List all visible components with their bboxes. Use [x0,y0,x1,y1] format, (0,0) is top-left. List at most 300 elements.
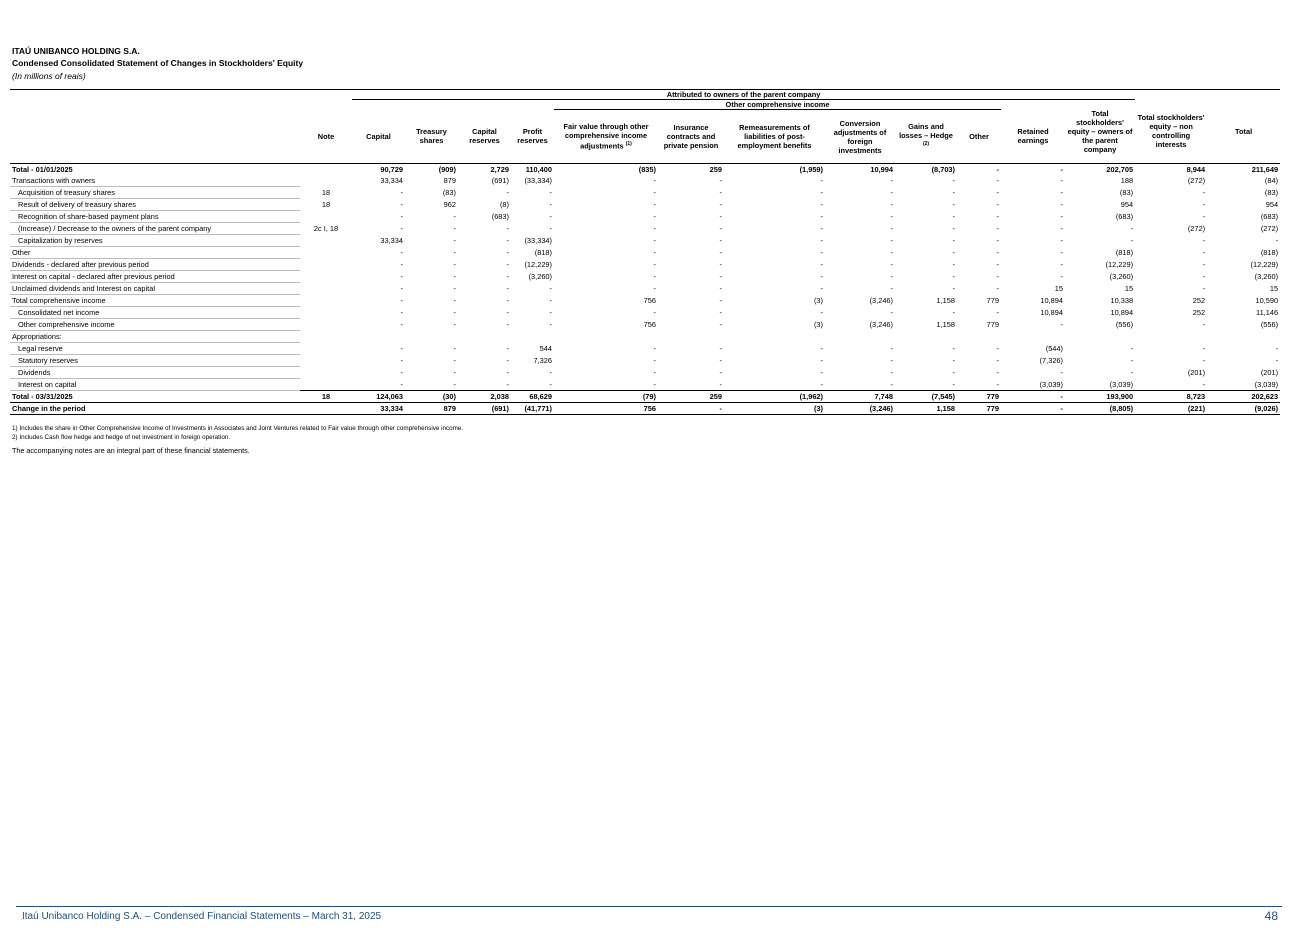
row-note [300,247,352,259]
cell-value: - [996,379,999,389]
row-note [300,343,352,355]
table-row [10,235,1280,247]
cell-value: (3) [813,296,823,305]
cell-value: - [1202,320,1206,329]
row-label: Result of delivery of treasury shares [10,199,300,211]
row-label: Total - 03/31/2025 [10,391,300,403]
cell-value: - [400,296,403,305]
cell-value: - [400,320,403,329]
cell-value: - [820,200,823,209]
cell-value: - [453,284,456,293]
cell-value: - [1202,188,1206,197]
cell-value: - [719,212,722,221]
footnote-1: 1) Includes the share in Other Comprehensive Income of Investments in Associates and Joint Ventures related to Fair value through other comprehensive income. [12,425,464,432]
table-row [10,343,1280,355]
cell-value [458,331,511,343]
cell-value: - [400,272,403,281]
cell-value: - [996,368,999,377]
cell-value: - [890,248,893,257]
col-remeasurements: Remeasurements of liabilities of post-employment benefits [724,110,825,164]
row-note: 18 [321,188,331,197]
cell-value: (683) [1115,212,1134,221]
footer-divider [16,906,1282,907]
cell-value [405,331,458,343]
table-row [10,295,1280,307]
cell-value: - [719,188,722,197]
cell-value: - [719,224,722,233]
table-row [10,187,1280,199]
col-capital: Capital [352,110,405,164]
row-label: Total comprehensive income [10,295,300,307]
cell-value: - [890,284,893,293]
cell-value: 544 [539,344,552,353]
cell-value: 779 [986,296,999,305]
cell-value: - [952,200,955,209]
cell-value: (3) [724,403,825,415]
cell-value: 90,729 [352,164,405,176]
cell-value: 1,158 [895,403,957,415]
currency-unit-note: (In millions of reais) [12,71,86,81]
cell-value: 962 [443,200,456,209]
cell-value: - [820,236,823,245]
table-row [10,259,1280,271]
row-note [300,283,352,295]
cell-value: - [1202,248,1206,257]
row-note [300,331,352,343]
cell-value: - [453,356,456,365]
cell-value: - [1130,224,1134,233]
cell-value: (83) [442,188,456,197]
cell-value: - [719,296,722,305]
table-row [10,283,1280,295]
table-row [10,379,1280,391]
cell-value: (3,246) [825,403,895,415]
cell-value: - [453,379,456,389]
cell-value: (835) [554,164,658,176]
cell-value: (83) [1119,188,1134,197]
cell-value: - [719,308,722,317]
cell-value: 779 [957,391,1001,403]
cell-value: - [1275,236,1279,245]
cell-value: - [653,236,656,245]
cell-value: - [957,164,1001,176]
cell-value: - [1001,164,1065,176]
cell-value: 15 [1054,284,1063,293]
cell-value: - [820,308,823,317]
cell-value: - [653,176,656,186]
cell-value: - [453,320,456,329]
cell-value: - [996,284,999,293]
cell-value: - [820,260,823,269]
cell-value: 33,334 [380,176,403,186]
row-label: Recognition of share-based payment plans [10,211,300,223]
cell-value: (8) [499,200,509,209]
row-label: Change in the period [10,403,300,415]
row-label: Capitalization by reserves [10,235,300,247]
cell-value: - [453,308,456,317]
cell-value: - [1202,200,1206,209]
table-row [10,247,1280,259]
cell-value: - [719,176,722,186]
row-label: Total - 01/01/2025 [10,164,300,176]
cell-value: - [453,212,456,221]
cell-value: - [549,188,552,197]
cell-value: - [400,308,403,317]
row-label: Interest on capital [10,379,300,391]
footnote-2: 2) Includes Cash flow hedge and hedge of net investment in foreign operation. [12,434,231,441]
cell-value: - [453,248,456,257]
col-other: Other [957,110,1001,164]
cell-value: (1,962) [724,391,825,403]
cell-value: - [549,379,552,389]
cell-value: - [890,224,893,233]
cell-value: 954 [1265,200,1279,209]
cell-value: - [996,356,999,365]
table-row [10,307,1280,319]
cell-value: - [719,320,722,329]
cell-value: - [820,176,823,186]
cell-value: - [890,344,893,353]
cell-value: - [952,308,955,317]
row-note [300,379,352,391]
cell-value: 7,748 [825,391,895,403]
cell-value: - [996,248,999,257]
cell-value: - [1060,224,1063,233]
cell-value: - [1060,212,1063,221]
row-note: 2c I, 18 [313,224,339,233]
cell-value: - [453,224,456,233]
cell-value: (8,805) [1065,403,1135,415]
row-label: Transactions with owners [10,175,300,187]
cell-value: (30) [405,391,458,403]
cell-value: (33,334) [524,236,552,245]
cell-value: - [506,379,509,389]
row-label: (Increase) / Decrease to the owners of the parent company [10,223,300,235]
cell-value: - [1275,344,1279,353]
cell-value: - [890,379,893,389]
cell-value: - [1202,272,1206,281]
cell-value: - [653,248,656,257]
cell-value: - [820,379,823,389]
row-label: Interest on capital - declared after previous period [10,271,300,283]
row-label: Acquisition of treasury shares [10,187,300,199]
cell-value: 879 [443,176,456,186]
header-group-parent: Attributed to owners of the parent company [352,90,1135,100]
cell-value: (691) [491,176,509,186]
cell-value: - [653,224,656,233]
row-note [300,307,352,319]
cell-value: (818) [1115,248,1134,257]
cell-value: - [719,344,722,353]
cell-value [511,331,554,343]
cell-value: - [890,356,893,365]
table-row [10,211,1280,223]
cell-value: - [820,368,823,377]
cell-value [658,331,724,343]
col-hedge: Gains and losses – Hedge $^{(2)}$ [895,110,957,164]
cell-value: - [996,224,999,233]
row-note [300,355,352,367]
cell-value: (272) [1187,176,1206,186]
cell-value: (3,260) [1109,272,1134,281]
cell-value: (3,260) [528,272,552,281]
cell-value: - [1202,356,1206,365]
cell-value: (12,229) [524,260,552,269]
cell-value: - [820,344,823,353]
cell-value: 8,944 [1135,164,1207,176]
cell-value: (3) [813,320,823,329]
cell-value: (33,334) [524,176,552,186]
cell-value: (3,039) [1254,379,1279,389]
cell-value: 259 [658,164,724,176]
cell-value: - [890,200,893,209]
cell-value: - [506,320,509,329]
cell-value [957,331,1001,343]
cell-value: - [952,368,955,377]
header-group-oci: Other comprehensive income [554,100,1001,110]
cell-value [825,331,895,343]
cell-value: - [996,176,999,186]
cell-value: - [506,356,509,365]
cell-value: - [890,260,893,269]
col-capital-reserves: Capital reserves [458,110,511,164]
cell-value: - [952,284,955,293]
cell-value: 10,994 [825,164,895,176]
cell-value: (83) [1264,188,1279,197]
table-row [10,164,1280,176]
cell-value: - [890,188,893,197]
cell-value: - [719,260,722,269]
cell-value: - [1202,379,1206,389]
cell-value: - [506,188,509,197]
cell-value: - [1130,368,1134,377]
cell-value: (272) [1260,224,1279,233]
cell-value: - [952,176,955,186]
cell-value: (3,039) [1039,379,1063,389]
cell-value: (12,229) [1105,260,1134,269]
cell-value: 193,900 [1065,391,1135,403]
cell-value: - [453,272,456,281]
cell-value: 202,623 [1207,391,1280,403]
cell-value: 1,158 [936,296,955,305]
table-row [10,391,1280,403]
cell-value: - [653,260,656,269]
row-label: Appropriations: [10,331,300,343]
cell-value: - [506,224,509,233]
cell-value: (12,229) [1250,260,1279,269]
cell-value: - [1060,200,1063,209]
table-row [10,403,1280,415]
cell-value: - [719,272,722,281]
row-label: Dividends [10,367,300,379]
cell-value [895,331,957,343]
cell-value: - [952,248,955,257]
cell-value: - [1060,272,1063,281]
row-note [300,367,352,379]
cell-value: - [506,248,509,257]
cell-value: (8,703) [895,164,957,176]
cell-value: - [400,344,403,353]
cell-value: - [1060,236,1063,245]
cell-value: - [506,260,509,269]
cell-value: - [400,212,403,221]
cell-value: 11,146 [1256,308,1279,317]
cell-value: 68,629 [511,391,554,403]
cell-value: (909) [405,164,458,176]
cell-value: - [653,188,656,197]
cell-value: 756 [643,296,656,305]
cell-value: - [400,248,403,257]
cell-value: - [890,272,893,281]
table-row [10,271,1280,283]
cell-value: (683) [491,212,509,221]
row-label: Unclaimed dividends and Interest on capital [10,283,300,295]
cell-value: - [996,212,999,221]
cell-value: - [1275,356,1279,365]
cell-value: - [820,224,823,233]
cell-value: - [820,212,823,221]
cell-value: 188 [1120,176,1134,186]
cell-value: - [1060,320,1063,329]
cell-value: (818) [1260,248,1279,257]
cell-value: - [400,368,403,377]
row-label: Dividends - declared after previous period [10,259,300,271]
cell-value: - [952,260,955,269]
cell-value: - [1130,344,1134,353]
cell-value: - [996,236,999,245]
col-total-nci: Total stockholders' equity – non controlling interests [1137,113,1205,150]
cell-value: - [400,379,403,389]
col-conversion-adjustments: Conversion adjustments of foreign investments [825,110,895,164]
row-note [300,164,352,176]
cell-value: 779 [957,403,1001,415]
cell-value: - [1202,236,1206,245]
row-label: Statutory reserves [10,355,300,367]
row-note [300,211,352,223]
cell-value: - [996,272,999,281]
row-note [300,175,352,187]
cell-value: (79) [554,391,658,403]
col-note: Note [300,110,352,164]
cell-value: - [952,272,955,281]
cell-value: - [890,176,893,186]
cell-value: 10,338 [1110,296,1134,305]
cell-value: - [996,200,999,209]
cell-value: - [653,272,656,281]
cell-value: - [549,320,552,329]
cell-value: - [506,236,509,245]
cell-value: - [952,212,955,221]
cell-value: 202,705 [1065,164,1135,176]
table-row [10,175,1280,187]
table-row [10,223,1280,235]
row-note [300,319,352,331]
cell-value: (201) [1187,368,1206,377]
cell-value: (201) [1260,368,1279,377]
cell-value: - [996,308,999,317]
cell-value: - [453,296,456,305]
cell-value: - [820,284,823,293]
cell-value: - [996,344,999,353]
cell-value: - [890,212,893,221]
cell-value [554,331,658,343]
cell-value: - [653,212,656,221]
cell-value: - [400,188,403,197]
statement-title: Condensed Consolidated Statement of Changes in Stockholders' Equity [12,58,304,68]
cell-value: - [453,236,456,245]
col-fair-value-oci: Fair value through other comprehensive income adjustments $^{(1)}$ [554,110,658,164]
cell-value: - [1130,356,1134,365]
cell-value: (221) [1135,403,1207,415]
accompanying-notes-statement: The accompanying notes are an integral part of these financial statements. [12,446,250,455]
cell-value: - [952,224,955,233]
cell-value: - [506,296,509,305]
cell-value: - [820,356,823,365]
cell-value: - [506,344,509,353]
cell-value: 2,038 [458,391,511,403]
cell-value: - [1202,344,1206,353]
cell-value: - [549,212,552,221]
cell-value: 10,894 [1040,296,1063,305]
cell-value: - [820,188,823,197]
cell-value: 211,649 [1207,164,1280,176]
cell-value: - [952,356,955,365]
cell-value: - [653,368,656,377]
cell-value: - [506,272,509,281]
cell-value: - [506,368,509,377]
cell-value: (7,326) [1039,356,1063,365]
cell-value: 259 [658,391,724,403]
cell-value: - [719,356,722,365]
cell-value: 756 [643,320,656,329]
cell-value: - [820,248,823,257]
cell-value: - [996,260,999,269]
cell-value: - [996,188,999,197]
cell-value: 124,063 [352,391,405,403]
cell-value: 2,729 [458,164,511,176]
row-note: 18 [321,200,331,209]
cell-value: (3,039) [1109,379,1134,389]
cell-value: (1,959) [724,164,825,176]
cell-value: - [653,344,656,353]
cell-value: (683) [1260,212,1279,221]
row-label: Consolidated net income [10,307,300,319]
row-note [300,403,352,415]
cell-value: (818) [534,248,552,257]
cell-value: - [1060,260,1063,269]
cell-value: 8,723 [1135,391,1207,403]
cell-value: - [549,368,552,377]
row-label: Other [10,247,300,259]
cell-value: 33,334 [352,403,405,415]
cell-value: (84) [1264,176,1279,186]
cell-value: - [952,188,955,197]
cell-value: - [506,308,509,317]
cell-value: - [1130,236,1134,245]
cell-value: - [1202,284,1206,293]
cell-value: - [549,308,552,317]
cell-value: - [1202,260,1206,269]
cell-value: - [506,284,509,293]
cell-value: - [1060,188,1063,197]
row-note [300,271,352,283]
cell-value: - [719,236,722,245]
cell-value: 15 [1269,284,1279,293]
cell-value: - [453,260,456,269]
row-label: Other comprehensive income [10,319,300,331]
cell-value: (3,246) [869,320,893,329]
cell-value: (272) [1187,224,1206,233]
